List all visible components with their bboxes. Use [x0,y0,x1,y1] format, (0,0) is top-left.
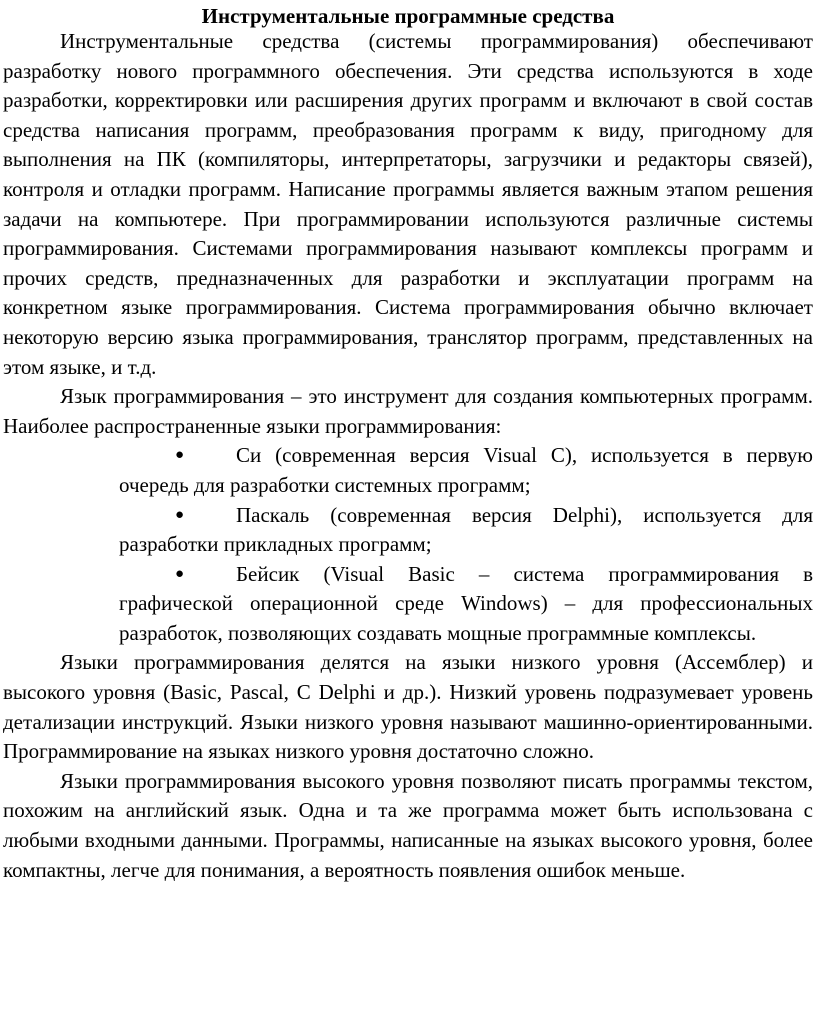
paragraph-language-levels: Языки программирования делятся на языки низкого уровня (Ассемблер) и высокого уровня (Basic, Pascal, C Delphi и др.). Низкий уровень подразумевает уровень детализации инструкций. Языки низкого уровня называют машинно-ориентированными. Программирование на языках низкого уровня достаточно сложно. [3,650,813,764]
bullet-icon: ● [175,565,185,582]
list-item [119,441,813,500]
language-list [3,441,813,648]
list-item [119,560,813,649]
list-item-text: Си (современная версия Visual C), используется в первую очередь для разработки системных программ; [119,443,813,497]
paragraph-language-definition: Язык программирования – это инструмент для создания компьютерных программ. Наиболее распространенные языки программирования: [3,384,813,438]
list-item-text: Паскаль (современная версия Delphi), используется для разработки прикладных программ; [119,502,813,557]
paragraph-high-level-languages: Языки программирования высокого уровня позволяют писать программы текстом, похожим на английский язык. Одна и та же программа может быть использована с любыми входными данными. Программы, написанные на языках высокого уровня, более компактны, легче для понимания, а вероятность появления ошибок меньше. [3,768,813,882]
document-title: Инструментальные программные средства [201,4,615,28]
paragraph-intro: Инструментальные средства (системы программирования) обеспечивают разработку нового программного обеспечения. Эти средства используются в ходе разработки, корректировки или расширения других программ и включают в свой состав средства написания программ, преобразования программ к виду, пригодному для выполнения на ПК (компиляторы, интерпретаторы, загрузчики и редакторы связей), контроля и отладки программ. Написание программы является важным этапом решения задачи на компьютере. При программировании используются различные системы программирования. Системами программирования называют комплексы программ и прочих средств, предназначенных для разработки и эксплуатации программ на конкретном языке программирования. Система программирования обычно включает некоторую версию языка программирования, транслятор программ, представленных на этом языке, и т.д. [3,29,813,379]
bullet-icon: ● [175,447,185,464]
bullet-icon: ● [175,506,185,523]
list-item-text: Бейсик (Visual Basic – система программирования в графической операционной среде Windows) – для профессиональных разработок, позволяющих создавать мощные программные комплексы. [119,561,813,645]
list-item [119,501,813,560]
